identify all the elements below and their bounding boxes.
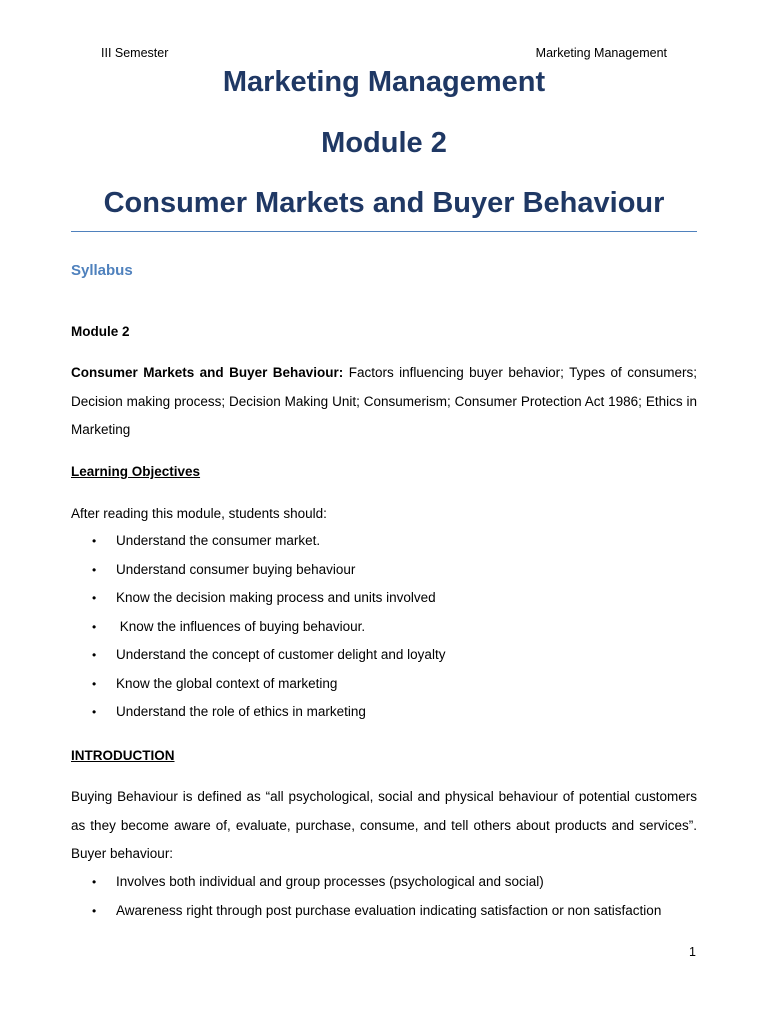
bullet-icon: •	[92, 705, 97, 719]
list-item	[71, 698, 697, 727]
list-item	[71, 868, 697, 897]
bullet-icon: •	[92, 676, 97, 691]
running-header	[0, 46, 768, 64]
bullet-icon: •	[92, 648, 97, 662]
list-item	[71, 670, 697, 699]
document-title: Marketing Management	[222, 66, 546, 98]
list-item-text: Understand consumer buying behaviour	[116, 561, 356, 577]
list-item-text: Understand the role of ethics in marketing	[116, 704, 366, 719]
module-label: Module 2	[71, 324, 130, 339]
list-item-text: Know the influences of buying behaviour.	[116, 618, 366, 634]
buyer-behaviour-list	[71, 868, 697, 925]
list-item	[71, 527, 697, 556]
list-item	[71, 556, 697, 585]
introduction-paragraph: Buying Behaviour is defined as “all psychological, social and physical behaviour of potential customers as they become aware of, evaluate, purchase, consume, and tell others about products and services”. Buyer behaviour:	[71, 789, 697, 861]
list-item-text: Understand the consumer market.	[116, 533, 321, 548]
module-subtitle: Consumer Markets and Buyer Behaviour	[103, 187, 665, 219]
learning-objectives-heading: Learning Objectives	[71, 464, 201, 479]
syllabus-topic-title: Consumer Markets and Buyer Behaviour:	[71, 365, 344, 380]
syllabus-topic-text: Factors influencing buyer behavior; Types of consumers; Decision making process; Decision Making Unit; Consumerism; Consumer Protection Act 1986; Ethics in Marketing	[71, 365, 697, 437]
list-item-text: Involves both individual and group processes (psychological and social)	[116, 874, 544, 889]
bullet-icon: •	[92, 875, 97, 889]
bullet-icon: •	[92, 903, 97, 918]
module-title: Module 2	[321, 127, 447, 159]
header-course: Marketing Management	[535, 46, 667, 60]
bullet-icon: •	[92, 619, 97, 634]
introduction-heading: INTRODUCTION	[71, 748, 175, 763]
syllabus-heading: Syllabus	[71, 262, 133, 279]
syllabus-paragraph	[71, 359, 697, 445]
list-item	[71, 641, 697, 670]
bullet-icon: •	[92, 534, 97, 548]
list-item-text: Know the decision making process and units involved	[116, 590, 436, 605]
bullet-icon: •	[92, 562, 97, 577]
list-item-text: Understand the concept of customer delight and loyalty	[116, 647, 446, 662]
bullet-icon: •	[92, 591, 97, 605]
title-divider	[71, 231, 697, 232]
list-item	[71, 613, 697, 642]
page-number: 1	[689, 945, 696, 959]
list-item-text: Know the global context of marketing	[116, 675, 338, 691]
list-item	[71, 897, 697, 926]
list-item-text: Awareness right through post purchase evaluation indicating satisfaction or non satisfaction	[116, 902, 662, 918]
header-semester: III Semester	[101, 46, 169, 60]
learning-objectives-intro: After reading this module, students should:	[71, 506, 327, 521]
learning-objectives-list	[71, 527, 697, 727]
list-item	[71, 584, 697, 613]
